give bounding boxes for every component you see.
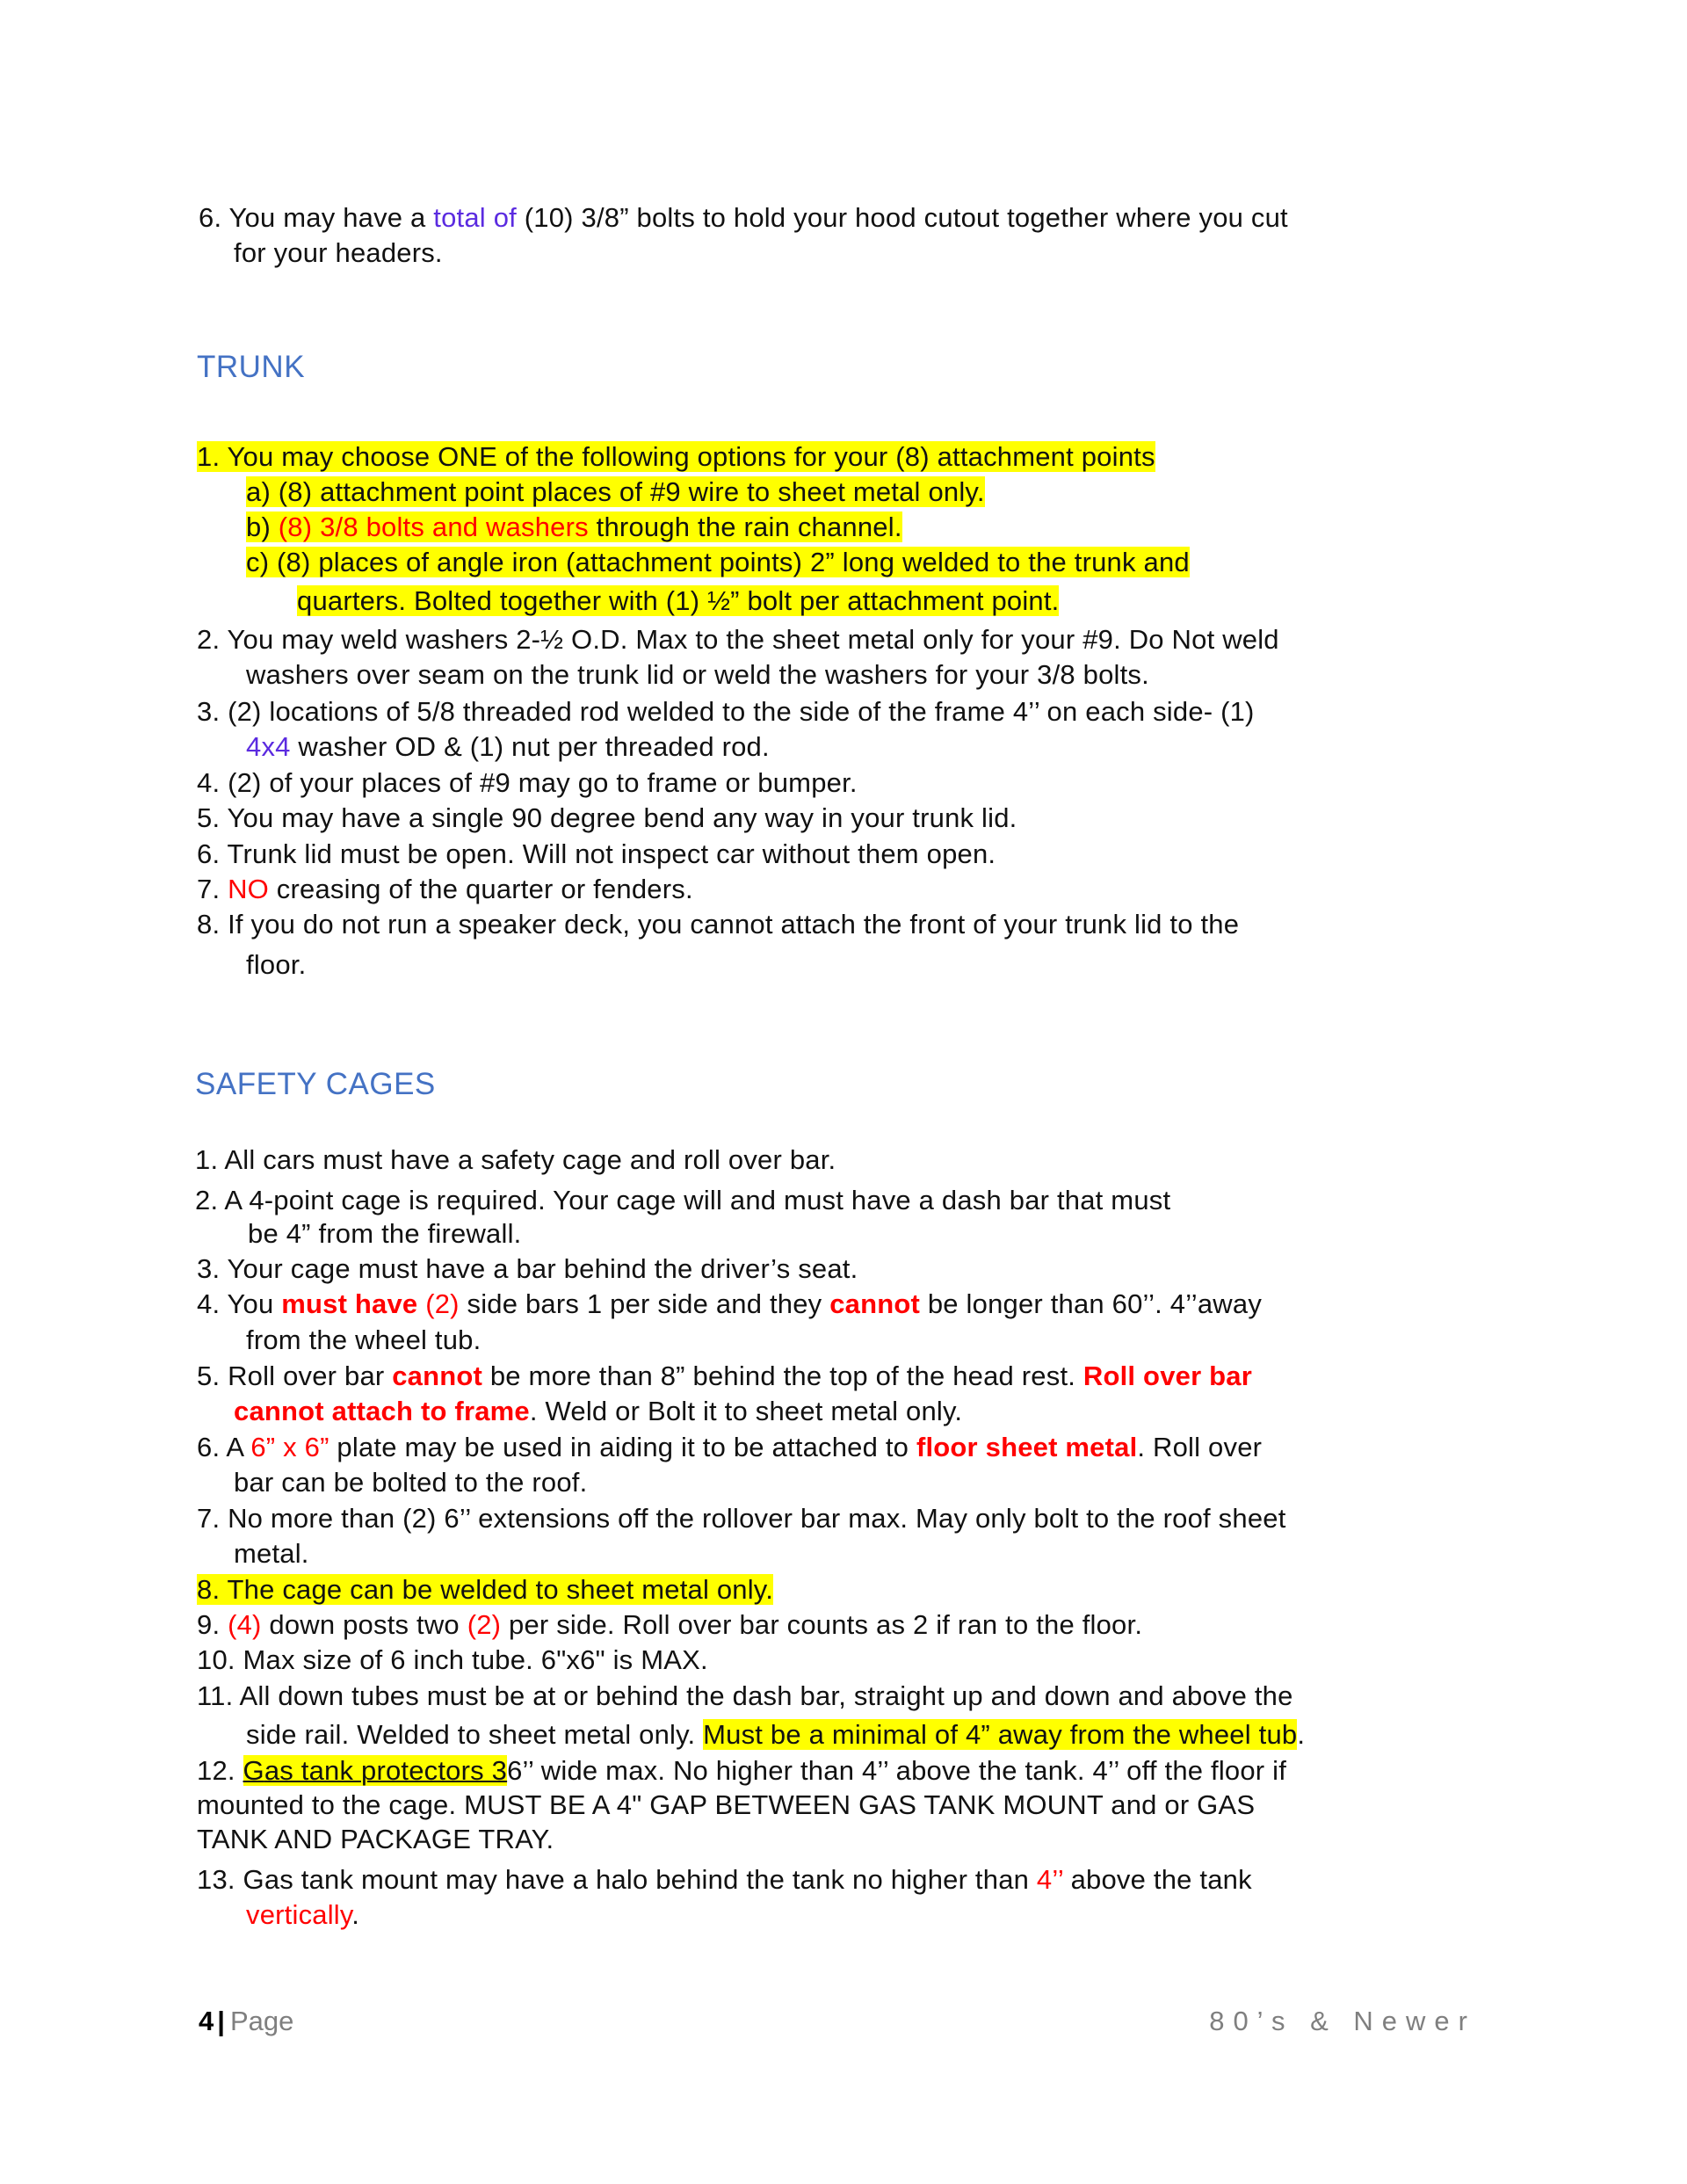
trunk-item-1a [246, 475, 985, 510]
text: . Weld or Bolt it to sheet metal only. [529, 1396, 963, 1426]
cage-item-2: 2. A 4-point cage is required. Your cage will and must have a dash bar that must [195, 1185, 1171, 1215]
text: be longer than 60’’. 4’’away [920, 1288, 1263, 1319]
red-bold-text: cannot attach to frame [234, 1396, 530, 1426]
text: b) [246, 512, 279, 542]
trunk-item-2-cont: washers over seam on the trunk lid or weld the washers for your 3/8 bolts. [246, 659, 1149, 690]
text: above the tank [1062, 1864, 1252, 1895]
cage-item-2-cont: be 4” from the firewall. [248, 1218, 522, 1249]
red-text: (8) 3/8 bolts and washers [278, 512, 589, 542]
red-text: (4) [228, 1609, 262, 1640]
highlighted-underlined-text: as tank protectors 3 [264, 1755, 508, 1786]
cage-item-12-cont-2: TANK AND PACKAGE TRAY. [197, 1824, 554, 1854]
red-text: NO [228, 874, 269, 904]
cage-item-6 [197, 1430, 1262, 1465]
text: (10) 3/8” bolts to hold your hood cutout together where you cut [516, 202, 1288, 233]
text: side rail. Welded to sheet metal only. [246, 1719, 704, 1750]
purple-text: 4x4 [246, 731, 291, 762]
red-bold-text: Roll over bar [1082, 1360, 1252, 1391]
text: down posts two [261, 1609, 467, 1640]
cage-item-8 [197, 1572, 773, 1607]
text: 6’’ wide max. No higher than 4’’ above the tank. 4’’ off the floor if [507, 1755, 1287, 1786]
trunk-item-1c-cont [297, 584, 1059, 619]
text: 7. [197, 874, 228, 904]
text: plate may be used in aiding it to be attached to [329, 1432, 916, 1462]
cage-item-11: 11. All down tubes must be at or behind the dash bar, straight up and down and above the [197, 1680, 1293, 1711]
red-text: (2) [417, 1288, 460, 1319]
highlighted-text: c) (8) places of angle iron (attachment points) 2” long welded to the trunk and [246, 547, 1190, 577]
text: be more than 8” behind the top of the head rest. [482, 1360, 1083, 1391]
trunk-item-1 [197, 439, 1155, 475]
trunk-item-8-cont: floor. [246, 949, 307, 980]
text: 6. You may have a [199, 202, 434, 233]
text: . Roll over [1137, 1432, 1263, 1462]
trunk-item-8: 8. If you do not run a speaker deck, you cannot attach the front of your trunk lid to the [197, 909, 1240, 940]
red-text: vertically [246, 1899, 352, 1930]
cage-item-3: 3. Your cage must have a bar behind the driver’s seat. [197, 1253, 858, 1284]
page-label: Page [229, 2006, 294, 2036]
highlighted-text: 8. The cage can be welded to sheet metal only. [197, 1574, 774, 1605]
section-heading-safety-cages: SAFETY CAGES [195, 1067, 436, 1101]
hood-item-6 [199, 200, 1288, 236]
cage-item-12 [197, 1753, 1286, 1789]
cage-item-9 [197, 1607, 1142, 1643]
trunk-item-1c [246, 545, 1190, 580]
trunk-item-1b [246, 510, 902, 545]
trunk-item-7 [197, 872, 693, 907]
highlighted-text: a) (8) attachment point places of #9 wire to sheet metal only. [246, 476, 985, 507]
red-bold-text: cannot [829, 1288, 921, 1319]
cage-item-6-cont: bar can be bolted to the roof. [234, 1467, 588, 1498]
text: . [1297, 1719, 1306, 1750]
cage-item-13 [197, 1862, 1252, 1897]
text: side bars 1 per side and they [459, 1288, 830, 1319]
section-heading-trunk: TRUNK [197, 350, 306, 384]
red-bold-text: must have [281, 1288, 418, 1319]
trunk-item-3-cont [246, 729, 770, 765]
cage-item-7-cont: metal. [234, 1538, 309, 1569]
page-footer-left [199, 2004, 293, 2039]
text: 9. [197, 1609, 228, 1640]
highlighted-text: Must be a minimal of 4” away from the wheel tub [703, 1719, 1298, 1750]
cage-item-5 [197, 1359, 1252, 1394]
cage-item-11-cont [246, 1717, 1305, 1752]
cage-item-7: 7. No more than (2) 6’’ extensions off the rollover bar max. May only bolt to the roof sheet [197, 1503, 1286, 1534]
cage-item-12-cont-1: mounted to the cage. MUST BE A 4" GAP BETWEEN GAS TANK MOUNT and or GAS [197, 1789, 1256, 1820]
text: washer OD & (1) nut per threaded rod. [290, 731, 770, 762]
cage-item-4-cont: from the wheel tub. [246, 1324, 481, 1355]
footer-separator: | [217, 2006, 225, 2036]
text: 4. You [197, 1288, 282, 1319]
trunk-item-6: 6. Trunk lid must be open. Will not inspect car without them open. [197, 838, 996, 869]
red-text: 6” x 6” [250, 1432, 329, 1462]
cage-item-5-cont [234, 1394, 962, 1429]
highlighted-underlined-text: G [243, 1755, 264, 1786]
red-bold-text: floor sheet metal [916, 1432, 1138, 1462]
purple-text: total of [433, 202, 517, 233]
red-text: 4’’ [1036, 1864, 1063, 1895]
highlighted-text: 1. You may choose ONE of the following options for your (8) attachment points [197, 441, 1155, 472]
text: per side. Roll over bar counts as 2 if ran to the floor. [501, 1609, 1143, 1640]
cage-item-1: 1. All cars must have a safety cage and roll over bar. [195, 1144, 836, 1175]
cage-item-13-cont [246, 1897, 359, 1933]
text: 12. [197, 1755, 243, 1786]
trunk-item-4: 4. (2) of your places of #9 may go to frame or bumper. [197, 767, 858, 798]
trunk-item-2: 2. You may weld washers 2-½ O.D. Max to the sheet metal only for your #9. Do Not weld [197, 624, 1279, 655]
page-number: 4 [199, 2006, 214, 2036]
text: 5. Roll over bar [197, 1360, 393, 1391]
text: 6. A [197, 1432, 251, 1462]
trunk-item-5: 5. You may have a single 90 degree bend any way in your trunk lid. [197, 802, 1017, 833]
text: . [351, 1899, 360, 1930]
hood-item-6-cont: for your headers. [234, 237, 443, 268]
red-bold-text: cannot [392, 1360, 483, 1391]
cage-item-4 [197, 1287, 1262, 1322]
text: creasing of the quarter or fenders. [268, 874, 693, 904]
page-footer-right: 80’s & Newer [1209, 2006, 1476, 2036]
trunk-item-3: 3. (2) locations of 5/8 threaded rod welded to the side of the frame 4’’ on each side- (1) [197, 696, 1255, 727]
text: 13. Gas tank mount may have a halo behind the tank no higher than [197, 1864, 1037, 1895]
red-text: (2) [467, 1609, 502, 1640]
text: through the rain channel. [588, 512, 902, 542]
highlighted-text: quarters. Bolted together with (1) ½” bolt per attachment point. [297, 585, 1060, 616]
cage-item-10: 10. Max size of 6 inch tube. 6"x6" is MAX. [197, 1644, 708, 1675]
